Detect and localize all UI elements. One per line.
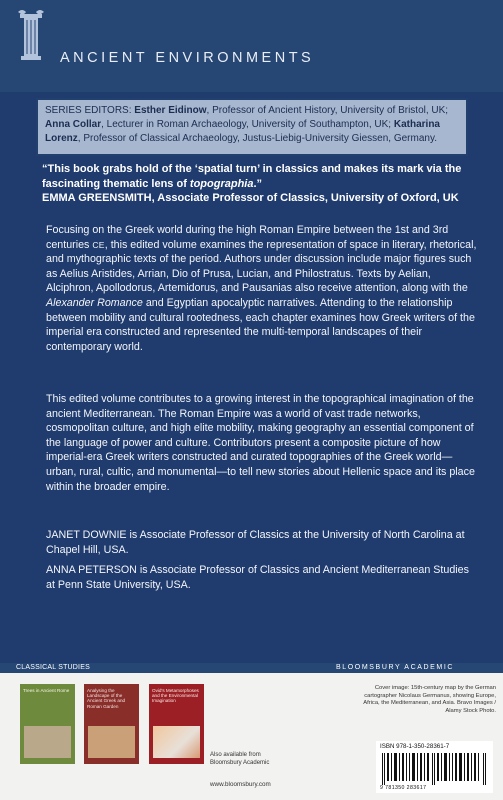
description-paragraph-2: This edited volume contributes to a growing interest in the topographical imagination of the ancient Mediterranean. The Roman Empire was a world of vast trade networks, cosmopolitan culture, and high elite mobility, making geography an essential component of the language of power and culture. Contributors present a composite picture of how imperial-era Greek writers constructed and curated topographies of the Greek world—urban, rural, cultic, and monumental—to tell new stories about Hellenic space and its place within the broader empire. [46, 393, 475, 493]
editors-prefix: SERIES EDITORS: [45, 105, 135, 116]
book-cover-image [153, 726, 200, 758]
endorsement-quote [42, 162, 478, 206]
series-editors-box [36, 98, 468, 156]
related-book-cover [84, 684, 139, 764]
footer-bar [0, 663, 503, 673]
also-available-line: Bloomsbury Academic [210, 760, 270, 766]
also-available-note [210, 751, 269, 767]
barcode-number: 9 781350 283617 [380, 785, 427, 791]
category-label: CLASSICAL STUDIES [16, 664, 90, 671]
editor-role: , Professor of Ancient History, University of Bristol, UK; [206, 105, 449, 116]
related-book-cover [20, 684, 75, 764]
series-band [0, 0, 503, 92]
editor-role: , Professor of Classical Archaeology, Justus-Liebig-University Giessen, Germany. [77, 133, 437, 144]
related-book-title: Trees in Ancient Rome [23, 688, 70, 693]
related-book-cover [149, 684, 204, 764]
quote-italic: topographia [189, 177, 254, 190]
isbn-label: ISBN 978-1-350-28361-7 [380, 743, 450, 750]
quote-attribution: EMMA GREENSMITH, Associate Professor of Classics, University of Oxford, UK [42, 192, 459, 204]
related-book-title: Ovid's Metamorphoses and the Environmental Imagination [152, 688, 199, 704]
p1-text: Focusing on the Greek world during the high Roman Empire between the 1st and 3rd centuries [46, 224, 449, 251]
publisher-website[interactable]: www.bloomsbury.com [210, 781, 271, 788]
barcode-icon [380, 753, 489, 785]
editor-name: Katharina Lorenz [45, 119, 440, 144]
quote-text-end: .” [253, 177, 263, 190]
series-title: ANCIENT ENVIRONMENTS [60, 50, 315, 66]
p1-text: , this edited volume examines the representation of space in literary, rhetorical, and mythographic texts of the period. Authors under discussion include major figures such as Aelius Aristides, Arrian, Dio of Prusa, Lucian, and Philostratus. Texts by Aelian, Alciphron, Apollodorus, Artemidorus, and Pausanias also receive attention, along with the [46, 238, 477, 295]
p1-italic-title: Alexander Romance [46, 296, 143, 309]
also-available-line: Also available from [210, 752, 261, 758]
quote-text-part: “This book grabs hold of the ‘spatial turn’ in classics and makes its mark via the fascinating thematic lens of [42, 163, 462, 190]
editor-name: Anna Collar [45, 119, 102, 130]
greek-column-logo-icon [16, 8, 46, 64]
author-bio-2: ANNA PETERSON is Associate Professor of Classics and Ancient Mediterranean Studies at Penn State University, USA. [46, 564, 469, 591]
publisher-label: BLOOMSBURY ACADEMIC [336, 664, 455, 671]
book-cover-image [88, 726, 135, 758]
quote-text [42, 162, 478, 191]
description-paragraph-1 [46, 223, 478, 354]
isbn-barcode-box [376, 741, 493, 793]
editor-role: , Lecturer in Roman Archaeology, University of Southampton, UK; [101, 119, 394, 130]
editor-name: Esther Eidinow [134, 105, 207, 116]
era-label: CE [92, 239, 105, 250]
cover-image-credit: Cover image: 15th-century map by the German cartographer Nicolaus Germanus, showing Europe, Africa, the Mediterranean, and Asia. Bravo Images / Alamy Stock Photo. [363, 685, 496, 714]
back-cover-footer [0, 663, 503, 800]
p1-text: and Egyptian apocalyptic narratives. Attending to the relationship between mobility and cultural rootedness, each chapter examines how Greek writers of the imperial era constructed and represented the multi-temporal landscapes of their contemporary world. [46, 296, 475, 353]
book-cover-image [24, 726, 71, 758]
related-book-title: Analysing the Landscape of the Ancient Greek and Roman Garden [87, 688, 126, 709]
author-bio-1: JANET DOWNIE is Associate Professor of Classics at the University of North Carolina at Chapel Hill, USA. [46, 529, 465, 556]
